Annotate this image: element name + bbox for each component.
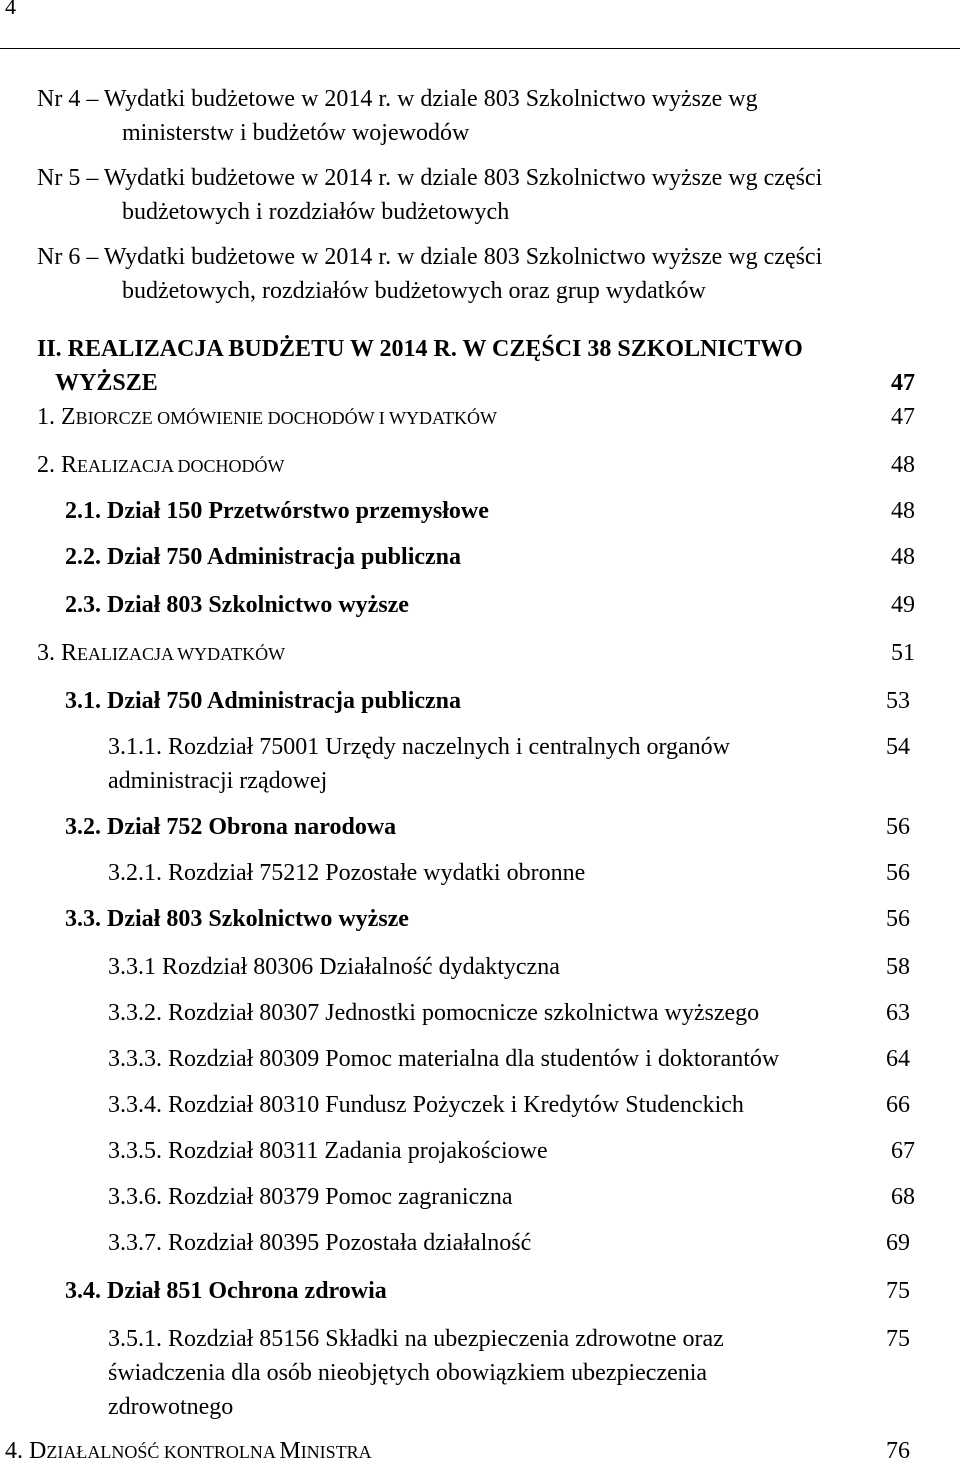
toc-small: INISTRA bbox=[300, 1442, 372, 1462]
toc-entry: 3.1. Dział 750 Administracja publiczna bbox=[65, 688, 462, 714]
toc-entry bbox=[37, 448, 285, 483]
toc-entry: 3.3.3. Rozdział 80309 Pomoc materialna dla studentów i doktorantów bbox=[108, 1046, 780, 1072]
toc-num: 2. bbox=[37, 452, 55, 478]
toc-page-number: 68 bbox=[891, 1184, 915, 1210]
table-nr: Nr 4 bbox=[37, 86, 81, 112]
toc-entry: 3.3.5. Rozdział 80311 Zadania projakościowe bbox=[108, 1138, 548, 1164]
toc-entry: 3.3.7. Rozdział 80395 Pozostała działalność bbox=[108, 1230, 532, 1256]
toc-entry: 3.2.1. Rozdział 75212 Pozostałe wydatki obronne bbox=[108, 860, 586, 886]
toc-cap: M bbox=[279, 1438, 301, 1464]
toc-page-number: 49 bbox=[891, 592, 915, 618]
toc-entry-cont: świadczenia dla osób nieobjętych obowiązkiem ubezpieczenia bbox=[108, 1360, 708, 1386]
toc-page-number: 56 bbox=[886, 814, 910, 840]
toc-entry-cont: administracji rządowej bbox=[108, 768, 328, 794]
toc-entry: 3.3.1 Rozdział 80306 Działalność dydaktyczna bbox=[108, 954, 560, 980]
toc-page-number: 56 bbox=[886, 860, 910, 886]
page-number: 4 bbox=[5, 0, 16, 19]
toc-small: EALIZACJA DOCHODÓW bbox=[77, 456, 285, 476]
toc-entry: 3.3.4. Rozdział 80310 Fundusz Pożyczek i Kredytów Studenckich bbox=[108, 1092, 744, 1118]
section-heading: II. REALIZACJA BUDŻETU W 2014 R. W CZĘŚCI 38 SZKOLNICTWO bbox=[37, 336, 803, 362]
toc-page-number: 56 bbox=[886, 906, 910, 932]
toc-page-number: 48 bbox=[891, 544, 915, 570]
table-title: Wydatki budżetowe w 2014 r. w dziale 803 Szkolnictwo wyższe wg części bbox=[103, 244, 823, 270]
toc-entry: 3.1.1. Rozdział 75001 Urzędy naczelnych i centralnych organów bbox=[108, 734, 731, 760]
table-list-item: Nr 6 – Wydatki budżetowe w 2014 r. w dziale 803 Szkolnictwo wyższe wg części bbox=[37, 244, 823, 270]
table-title-cont: ministerstw i budżetów wojewodów bbox=[122, 120, 470, 146]
toc-page-number: 54 bbox=[886, 734, 910, 760]
toc-entry: 3.3. Dział 803 Szkolnictwo wyższe bbox=[65, 906, 409, 932]
toc-entry: 2.2. Dział 750 Administracja publiczna bbox=[65, 544, 462, 570]
toc-page-number: 48 bbox=[891, 452, 915, 478]
table-list-item: Nr 4 – Wydatki budżetowe w 2014 r. w dziale 803 Szkolnictwo wyższe wg bbox=[37, 86, 758, 112]
toc-small: EALIZACJA WYDATKÓW bbox=[77, 644, 286, 664]
toc-entry bbox=[5, 1434, 372, 1469]
section-heading-cont: WYŻSZE bbox=[55, 370, 158, 396]
toc-entry: 3.3.6. Rozdział 80379 Pomoc zagraniczna bbox=[108, 1184, 513, 1210]
toc-page-number: 69 bbox=[886, 1230, 910, 1256]
table-title-cont: budżetowych, rozdziałów budżetowych oraz grup wydatków bbox=[122, 278, 706, 304]
toc-entry: 2.1. Dział 150 Przetwórstwo przemysłowe bbox=[65, 498, 489, 524]
toc-cap: R bbox=[61, 640, 78, 666]
toc-page-number: 47 bbox=[891, 404, 915, 430]
toc-page-number: 76 bbox=[886, 1438, 910, 1464]
toc-cap: R bbox=[61, 452, 78, 478]
table-title: Wydatki budżetowe w 2014 r. w dziale 803 Szkolnictwo wyższe wg części bbox=[103, 165, 823, 191]
toc-num: 1. bbox=[37, 404, 55, 430]
toc-page-number: 66 bbox=[886, 1092, 910, 1118]
toc-entry: 3.2. Dział 752 Obrona narodowa bbox=[65, 814, 397, 840]
header-rule bbox=[0, 48, 960, 49]
toc-entry: 2.3. Dział 803 Szkolnictwo wyższe bbox=[65, 592, 409, 618]
toc-page-number: 47 bbox=[891, 370, 915, 396]
toc-small: ZIAŁALNOŚĆ KONTROLNA bbox=[46, 1442, 280, 1462]
table-nr: Nr 5 bbox=[37, 165, 81, 191]
toc-entry bbox=[37, 400, 497, 435]
toc-entry-cont: zdrowotnego bbox=[108, 1394, 234, 1420]
toc-cap: Z bbox=[61, 404, 76, 430]
toc-page-number: 63 bbox=[886, 1000, 910, 1026]
toc-page-number: 75 bbox=[886, 1278, 910, 1304]
toc-page-number: 75 bbox=[886, 1326, 910, 1352]
toc-entry: 3.3.2. Rozdział 80307 Jednostki pomocnicze szkolnictwa wyższego bbox=[108, 1000, 760, 1026]
toc-page-number: 64 bbox=[886, 1046, 910, 1072]
toc-entry bbox=[37, 636, 285, 671]
toc-page-number: 58 bbox=[886, 954, 910, 980]
table-nr: Nr 6 bbox=[37, 244, 81, 270]
toc-cap: D bbox=[29, 1438, 47, 1464]
toc-page-number: 67 bbox=[891, 1138, 915, 1164]
toc-num: 4. bbox=[5, 1438, 23, 1464]
toc-entry: 3.4. Dział 851 Ochrona zdrowia bbox=[65, 1278, 387, 1304]
toc-page-number: 53 bbox=[886, 688, 910, 714]
toc-page-number: 51 bbox=[891, 640, 915, 666]
toc-entry: 3.5.1. Rozdział 85156 Składki na ubezpieczenia zdrowotne oraz bbox=[108, 1326, 724, 1352]
table-title-cont: budżetowych i rozdziałów budżetowych bbox=[122, 199, 510, 225]
toc-num: 3. bbox=[37, 640, 55, 666]
toc-small: BIORCZE OMÓWIENIE DOCHODÓW I WYDATKÓW bbox=[75, 408, 497, 428]
table-list-item: Nr 5 – Wydatki budżetowe w 2014 r. w dziale 803 Szkolnictwo wyższe wg części bbox=[37, 165, 823, 191]
toc-page-number: 48 bbox=[891, 498, 915, 524]
table-title: Wydatki budżetowe w 2014 r. w dziale 803 Szkolnictwo wyższe wg bbox=[103, 86, 758, 112]
